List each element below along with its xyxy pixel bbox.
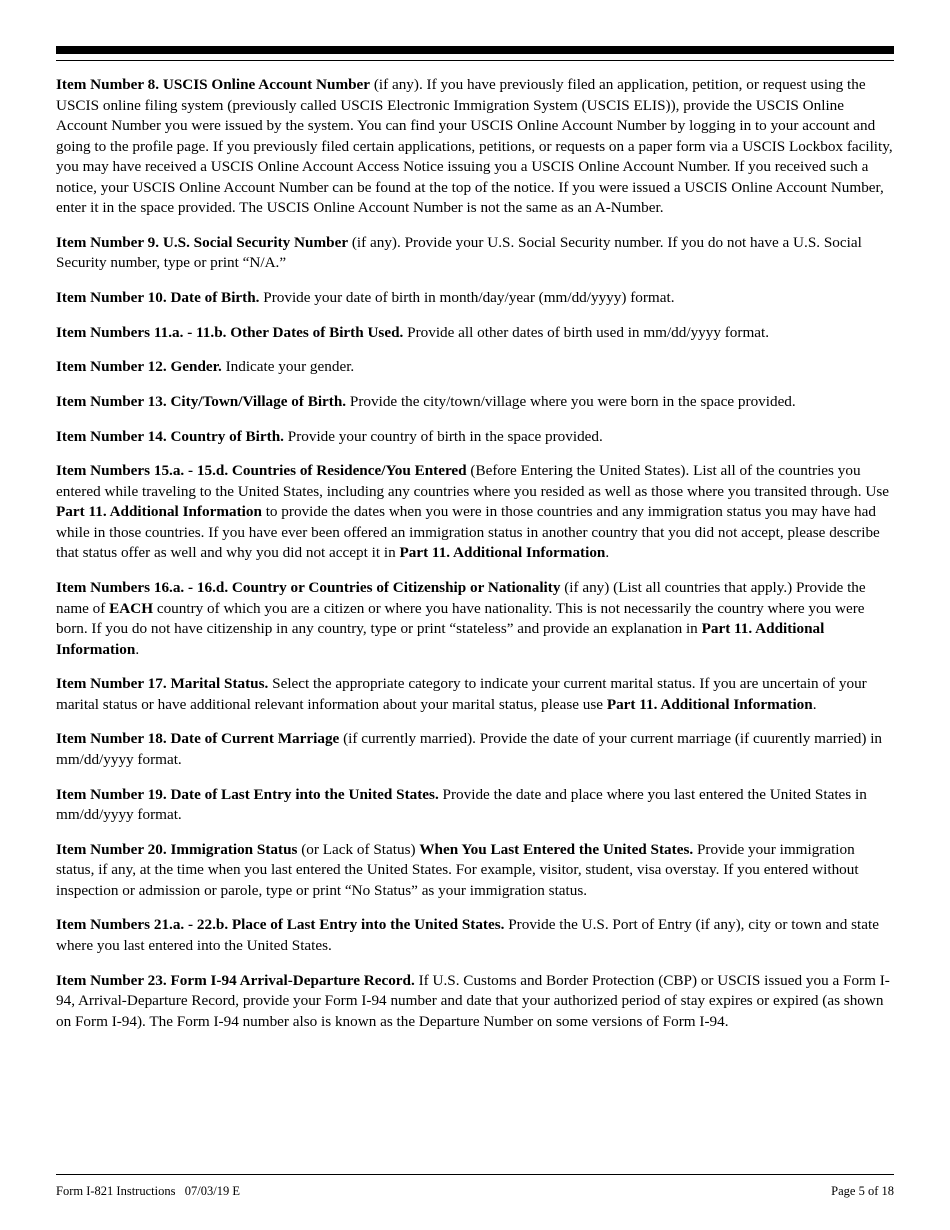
item-19: Item Number 19. Date of Last Entry into the United States. Provide the date and place where you last entered the United States in mm/dd/yyyy format. xyxy=(56,785,867,824)
item-12: Item Number 12. Gender. Indicate your gender. xyxy=(56,358,355,376)
form-edition-label: Form I-821 Instructions 07/03/19 E xyxy=(56,1184,241,1198)
item-16: Item Numbers 16.a. - 16.d. Country or Countries of Citizenship or Nationality (if any) (List all countries that apply.) Provide the name of EACH country of which you are a citizen or where you have nationality. This is not necessarily the country where you were born. If you do not have citizenship in any country, type or print “stateless” and provide an explanation in Part 11. Additional Information. xyxy=(56,579,866,658)
item-14: Item Number 14. Country of Birth. Provide your country of birth in the space provided. xyxy=(56,427,603,445)
item-15: Item Numbers 15.a. - 15.d. Countries of Residence/You Entered (Before Entering the United States). List all of the countries you entered while traveling to the United States, including any countries where you resided as well as those where you transited through. Use Part 11. Additional Information to provide the dates when you were in those countries and any immigration status you may have had while in those countries. If you have ever been offered an immigration status in another country that you did not accept, please describe that status offer as well and why you did not accept it in Part 11. Additional Information. xyxy=(56,462,889,562)
instructions-body xyxy=(56,75,896,1046)
item-8: Item Number 8. USCIS Online Account Number (if any). If you have previously filed an application, petition, or request using the USCIS online filing system (previously called USCIS Electronic Immigration System (USCIS ELIS)), provide the USCIS Online Account Number you were issued by the system. You can find your USCIS Online Account Number by logging in to your account and going to the profile page. If you previously filed certain applications, petitions, or requests on a paper form via a USCIS Lockbox facility, you may have received a USCIS Online Account Access Notice issuing you a USCIS Online Account Number. If you received such a notice, your USCIS Online Account Number can be found at the top of the notice. If you were issued a USCIS Online Account Number, enter it in the space provided. The USCIS Online Account Number is not the same as an A-Number. xyxy=(56,76,893,216)
item-13: Item Number 13. City/Town/Village of Birth. Provide the city/town/village where you were born in the space provided. xyxy=(56,392,796,410)
footer-rule xyxy=(56,1174,894,1175)
item-23: Item Number 23. Form I-94 Arrival-Departure Record. If U.S. Customs and Border Protection (CBP) or USCIS issued you a Form I-94, Arrival-Departure Record, provide your Form I-94 number and date that your authorized period of stay expires or expired (as shown on Form I-94). The Form I-94 number also is known as the Departure Number on some versions of Form I-94. xyxy=(56,971,890,1030)
item-20: Item Number 20. Immigration Status (or Lack of Status) When You Last Entered the United States. Provide your immigration status, if any, at the time when you last entered the United States. For example, visitor, student, visa overstay. If you entered without inspection or admission or parole, type or print “No Status” as your immigration status. xyxy=(56,840,859,899)
page-number: Page 5 of 18 xyxy=(831,1184,894,1198)
item-17: Item Number 17. Marital Status. Select the appropriate category to indicate your current marital status. If you are uncertain of your marital status or have additional relevant information about your marital status, please use Part 11. Additional Information. xyxy=(56,675,867,713)
header-thin-rule xyxy=(56,60,894,61)
item-10: Item Number 10. Date of Birth. Provide your date of birth in month/day/year (mm/dd/yyyy) format. xyxy=(56,288,675,306)
item-9: Item Number 9. U.S. Social Security Number (if any). Provide your U.S. Social Security number. If you do not have a U.S. Social Security number, type or print “N/A.” xyxy=(56,233,862,272)
header-thick-rule xyxy=(56,46,894,54)
item-18: Item Number 18. Date of Current Marriage (if currently married). Provide the date of your current marriage (if cuurently married) in mm/dd/yyyy format. xyxy=(56,730,883,768)
item-11: Item Numbers 11.a. - 11.b. Other Dates of Birth Used. Provide all other dates of birth used in mm/dd/yyyy format. xyxy=(56,323,770,341)
item-21-22: Item Numbers 21.a. - 22.b. Place of Last Entry into the United States. Provide the U.S. Port of Entry (if any), city or town and state where you last entered into the United States. xyxy=(56,916,879,954)
